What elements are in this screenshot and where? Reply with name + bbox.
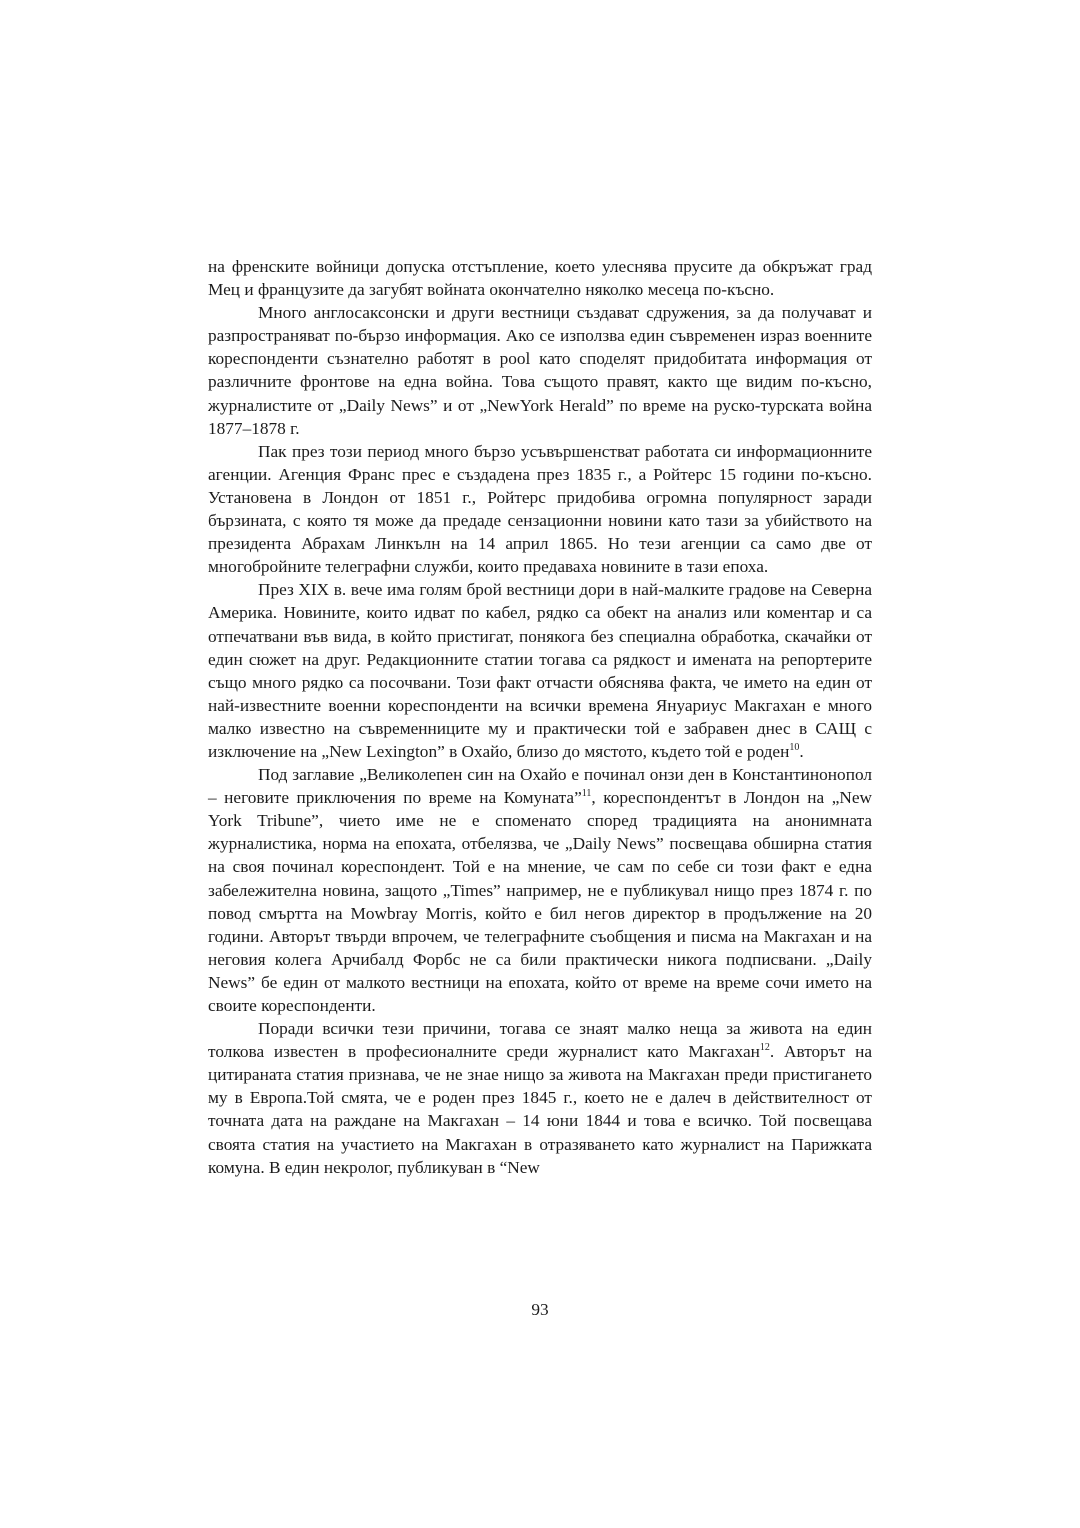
paragraph-3-text: Пак през този период много бързо усъвършенстват работата си информационните агенции. Агенция Франс прес е създадена през 1835 г., а Ройтерс 15 години по-късно. Установена в Лондон от 1851 г., Ройтерс придобива огромна популярност заради бързината, с която тя може да предаде сензационни новини като тази за убийството на президента Абрахам Линкълн на 14 април 1865. Но тези агенции са само две от многобройните телеграфни служби, които предаваха новините в тази епоха. <box>208 441 872 577</box>
footnote-ref-12: 12 <box>759 1042 770 1054</box>
paragraph-6 <box>208 1017 872 1179</box>
paragraph-3 <box>208 440 872 579</box>
paragraph-5-text: Под заглавие „Великолепен син на Охайо е починал онзи ден в Константинонопол – неговите приключения по време на Комуната” <box>208 765 872 808</box>
footnote-ref-10: 10 <box>789 742 800 754</box>
paragraph-4 <box>208 578 872 763</box>
body-text <box>208 255 872 1179</box>
paragraph-6-text: Поради всички тези причини, тогава се знаят малко неща за живота на един толкова известен в професионалните среди журналист като Макгахан <box>208 1019 872 1062</box>
paragraph-2 <box>208 301 872 440</box>
paragraph-4-text: През XIX в. вече има голям брой вестници дори в най-малките градове на Северна Америка. Новините, които идват по кабел, рядко са обект на анализ или коментар и са отпечатвани във вида, в който пристигат, понякога без специална обработка, скачайки от един сюжет на друг. Редакционните статии тогава са рядкост и имената на репортерите също много рядко са посочвани. Този факт отчасти обяснява факта, че името на един от най-известните военни кореспонденти на всички времена Януариус Макгахан е много малко известно на съвременниците му и практически той е забравен днес в САЩ с изключение на „New Lexington” в Охайо, близо до мястото, където той е роден <box>208 580 872 761</box>
paragraph-1 <box>208 255 872 301</box>
paragraph-1-text: на френските войници допуска отстъпление, което улеснява прусите да обкръжат град Мец и французите да загубят войната окончателно няколко месеца по-късно. <box>208 257 872 300</box>
paragraph-5 <box>208 763 872 1017</box>
paragraph-2-text: Много англосаксонски и други вестници създават сдружения, за да получават и разпространяват по-бързо информация. Ако се използва един съвременен израз военните кореспонденти съзнателно работят в pool като споделят придобитата информация от различните фронтове на една война. Това същото правят, както ще видим по-късно, журналистите от „Daily News” и от „NewYork Herald” по време на руско-турската война 1877–1878 г. <box>208 303 872 438</box>
paragraph-6-text-end: . Авторът на цитираната статия признава, че не знае нищо за живота на Макгахан преди пристигането му в Европа.Той смята, че е роден през 1845 г., което не е далеч в действителност от точната дата на раждане на Макгахан – 14 юни 1844 и това е всичко. Той посвещава своята статия на участието на Макгахан в отразяването като журналист на Парижката комуна. В един некролог, публикуван в “New <box>208 1042 872 1177</box>
footnote-ref-11: 11 <box>581 788 592 800</box>
paragraph-5-text-end: , кореспондентът в Лондон на „New York Tribune”, чието име не е споменато според традицията на анонимната журналистика, норма на епохата, отбелязва, че „Daily News” посвещава обширна статия на своя починал кореспондент. Той е на мнение, че сам по себе си този факт е една забележителна новина, защото „Times” например, не е публикувал нищо през 1874 г. по повод смъртта на Mowbray Morris, който е бил негов директор в продължение на 20 години. Авторът твърди впрочем, че телеграфните съобщения и писма на Макгахан и на неговия колега Арчибалд Форбс не са били практически никога подписвани. „Daily News” бе един от малкото вестници на епохата, който от време на време сочи името на своите кореспонденти. <box>208 788 872 1015</box>
page-number: 93 <box>531 1300 549 1319</box>
paragraph-4-text-end: . <box>799 741 804 761</box>
